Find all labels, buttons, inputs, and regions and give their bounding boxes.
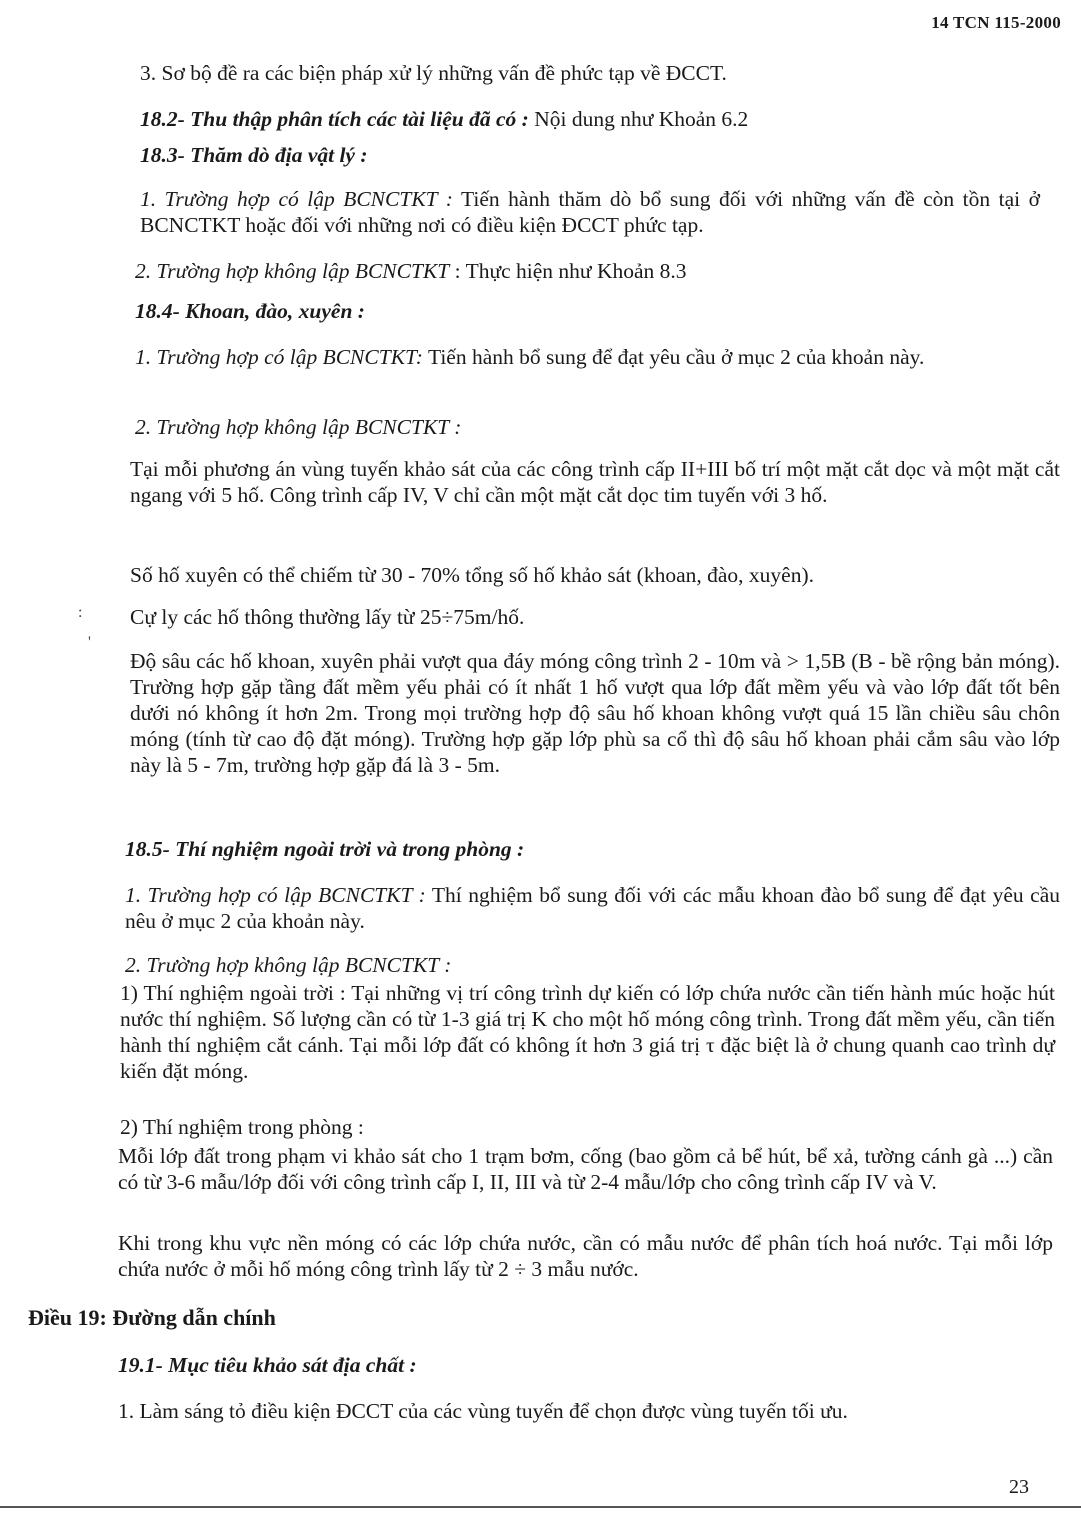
section-18-4-item-2-label: 2. Trường hợp không lập BCNCTKT : bbox=[135, 415, 462, 439]
item-text: Tiến hành thăm dò bổ sung đối với những vấn đề còn tồn tại ở BCNCTKT hoặc đối với những nơi có điều kiện ĐCCT phức tạp. bbox=[140, 187, 1040, 237]
section-18-5-title: 18.5- Thí nghiệm ngoài trời và trong phòng : bbox=[125, 837, 525, 861]
item-label: 1. Trường hợp có lập BCNCTKT : bbox=[140, 187, 453, 211]
section-18-5-sub-1: 1) Thí nghiệm ngoài trời : Tại những vị trí công trình dự kiến có lớp chứa nước cần tiến hành múc hoặc hút nước thí nghiệm. Số lượng cần có từ 1-3 giá trị K cho một hố móng công trình. Trong đất mềm yếu, cần tiến hành thí nghiệm cắt cánh. Tại mỗi lớp đất có không ít hơn 3 giá trị τ đặc biệt là ở chung quanh cao trình dự kiến đặt móng. bbox=[120, 981, 1055, 1083]
section-18-2 bbox=[140, 106, 1040, 132]
section-18-3-title: 18.3- Thăm dò địa vật lý : bbox=[140, 143, 368, 167]
item-text: : Thực hiện như Khoản 8.3 bbox=[449, 259, 687, 283]
section-18-5-item-2-label: 2. Trường hợp không lập BCNCTKT : bbox=[125, 953, 452, 977]
section-18-5-sub-2-title: 2) Thí nghiệm trong phòng : bbox=[120, 1115, 364, 1139]
section-18-3-item-1 bbox=[140, 186, 1040, 238]
item-label: 2. Trường hợp không lập BCNCTKT bbox=[135, 259, 450, 283]
item-label: 1. Trường hợp có lập BCNCTKT : bbox=[125, 883, 426, 907]
section-18-3-item-2 bbox=[135, 258, 1060, 284]
section-18-5-sub-2-text: Mỗi lớp đất trong phạm vi khảo sát cho 1 trạm bơm, cống (bao gồm cả bể hút, bể xả, tường cánh gà ...) cần có từ 3-6 mẫu/lớp đối với công trình cấp I, II, III và từ 2-4 mẫu/lớp cho công trình cấp IV và V. bbox=[118, 1144, 1053, 1194]
item-text: Thí nghiệm bổ sung đối với các mẫu khoan đào bổ sung để đạt yêu cầu nêu ở mục 2 của khoản này. bbox=[125, 883, 1060, 933]
margin-mark: ' bbox=[88, 634, 91, 651]
section-18-4-title: 18.4- Khoan, đào, xuyên : bbox=[135, 299, 365, 323]
section-18-4-paragraph-2: Số hố xuyên có thể chiếm từ 30 - 70% tổng số hố khảo sát (khoan, đào, xuyên). bbox=[130, 563, 815, 587]
section-19-1-item-1: 1. Làm sáng tỏ điều kiện ĐCCT của các vùng tuyến để chọn được vùng tuyến tối ưu. bbox=[118, 1399, 848, 1423]
article-19-title: Điều 19: Đường dẫn chính bbox=[28, 1305, 276, 1330]
section-19-1-title: 19.1- Mục tiêu khảo sát địa chất : bbox=[118, 1353, 417, 1377]
margin-mark: : bbox=[78, 604, 83, 621]
section-18-5-sub-2-text-2: Khi trong khu vực nền móng có các lớp chứa nước, cần có mẫu nước để phân tích hoá nước. Tại mỗi lớp chứa nước ở mỗi hố móng công trình lấy từ 2 ÷ 3 mẫu nước. bbox=[118, 1231, 1053, 1281]
item-text: Tiến hành bổ sung để đạt yêu cầu ở mục 2 của khoản này. bbox=[422, 345, 925, 369]
page-bottom-rule bbox=[0, 1506, 1081, 1508]
section-18-2-title: 18.2- Thu thập phân tích các tài liệu đã có : bbox=[140, 107, 529, 131]
standard-code: 14 TCN 115-2000 bbox=[931, 13, 1061, 32]
section-18-4-paragraph-4: Độ sâu các hố khoan, xuyên phải vượt qua đáy móng công trình 2 - 10m và > 1,5B (B - bề rộng bản móng). Trường hợp gặp tầng đất mềm yếu phải có ít nhất 1 hố vượt qua lớp đất mềm yếu và vào lớp đất tốt bên dưới nó không ít hơn 2m. Trong mọi trường hợp độ sâu hố khoan không vượt quá 15 lần chiều sâu chôn móng (tính từ cao độ đặt móng). Trường hợp gặp lớp phù sa cổ thì độ sâu hố khoan phải cắm sâu vào lớp này là 5 - 7m, trường hợp gặp đá là 3 - 5m. bbox=[130, 649, 1060, 777]
page-number: 23 bbox=[1009, 1476, 1029, 1498]
section-18-4-item-1 bbox=[135, 344, 1060, 370]
section-18-4-paragraph-3: Cự ly các hố thông thường lấy từ 25÷75m/hố. bbox=[130, 605, 525, 629]
item-label: 1. Trường hợp có lập BCNCTKT: bbox=[135, 345, 423, 369]
paragraph-intro: 3. Sơ bộ đề ra các biện pháp xử lý những vấn đề phức tạp về ĐCCT. bbox=[140, 61, 727, 85]
section-18-2-text: Nội dung như Khoản 6.2 bbox=[528, 107, 749, 131]
section-18-4-paragraph-1: Tại mỗi phương án vùng tuyến khảo sát của các công trình cấp II+III bố trí một mặt cắt dọc và một mặt cắt ngang với 5 hố. Công trình cấp IV, V chỉ cần một mặt cắt dọc tim tuyến với 3 hố. bbox=[130, 457, 1060, 507]
section-18-5-item-1 bbox=[125, 882, 1060, 934]
